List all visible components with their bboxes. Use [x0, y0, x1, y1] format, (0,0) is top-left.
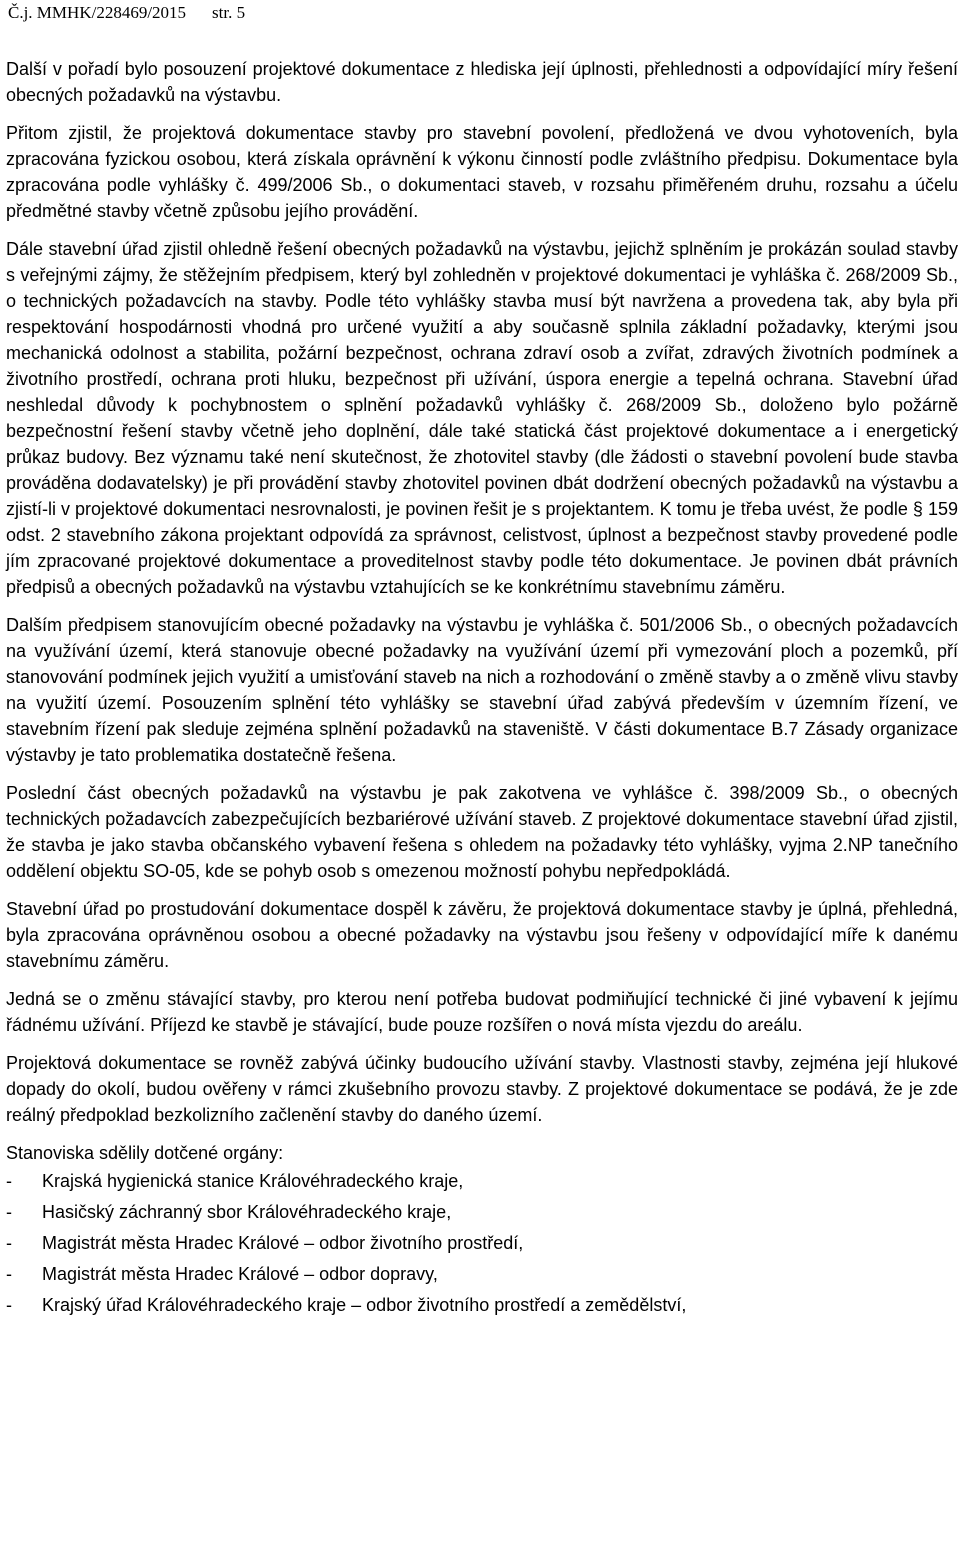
list-item: - Krajský úřad Královéhradeckého kraje – odbor životního prostředí a zemědělství,	[6, 1292, 958, 1318]
list-item: - Krajská hygienická stanice Královéhradeckého kraje,	[6, 1168, 958, 1194]
paragraph: Poslední část obecných požadavků na výstavbu je pak zakotvena ve vyhlášce č. 398/2009 Sb., o obecných technických požadavcích zabezpečujících bezbariérové užívání staveb. Z projektové dokumentace stavební úřad zjistil, že stavba je jako stavba občanského vybavení řešena s ohledem na požadavky této vyhlášky, vyjma 2.NP tanečního oddělení objektu SO-05, kde se pohyb osob s omezenou možností pohybu nepředpokládá.	[6, 783, 958, 881]
list-marker: -	[6, 1233, 12, 1253]
paragraph: Stavební úřad po prostudování dokumentace dospěl k závěru, že projektová dokumentace stavby je úplná, přehledná, byla zpracována oprávněnou osobou a obecné požadavky na výstavbu jsou řešeny v odpovídající míře k danému stavebnímu záměru.	[6, 899, 958, 971]
paragraph: Dalším předpisem stanovujícím obecné požadavky na výstavbu je vyhláška č. 501/2006 Sb., o obecných požadavcích na využívání území, která stanovuje obecné požadavky na využívání území při vymezování ploch a pozemků, pří stanovování podmínek jejich využití a umisťování staveb na nich a rozhodování o změně stavby a o změně vlivu stavby na využití území. Posouzením splnění této vyhlášky se stavební úřad zabývá především v územním řízení, ve stavebním řízení pak sleduje zejména splnění požadavků na staveniště. V části dokumentace B.7 Zásady organizace výstavby je tato problematika dostatečně řešena.	[6, 615, 958, 765]
list-item: - Hasičský záchranný sbor Královéhradeckého kraje,	[6, 1199, 958, 1225]
list-marker: -	[6, 1264, 12, 1284]
paragraph: Další v pořadí bylo posouzení projektové dokumentace z hlediska její úplnosti, přehlednosti a odpovídající míry řešení obecných požadavků na výstavbu.	[6, 59, 958, 105]
paragraph: Dále stavební úřad zjistil ohledně řešení obecných požadavků na výstavbu, jejichž splněním je prokázán soulad stavby s veřejnými zájmy, že stěžejním předpisem, který byl zohledněn v projektové dokumentaci je vyhláška č. 268/2009 Sb., o technických požadavcích na stavby. Podle této vyhlášky stavba musí být navržena a provedena tak, aby byla při respektování hospodárnosti vhodná pro určené využití a aby současně splnila základní požadavky, kterými jsou mechanická odolnost a stabilita, požární bezpečnost, ochrana zdraví osob a zvířat, zdravých životních podmínek a životního prostředí, ochrana proti hluku, bezpečnost při užívání, úspora energie a tepelná ochrana. Stavební úřad neshledal důvody k pochybnostem o splnění požadavků vyhlášky č. 268/2009 Sb., doloženo bylo požárně bezpečnostní řešení stavby včetně jeho doplnění, dále také statická část projektové dokumentace a i energetický průkaz budovy. Bez významu také není skutečnost, že zhotovitel stavby (dle žádosti o stavební povolení bude stavba prováděna dodavatelsky) je při provádění stavby zhotovitel povinen dbát dodržení obecných požadavků na výstavbu a zjistí-li v projektové dokumentaci nesrovnalosti, je povinen řešit je s projektantem. K tomu je třeba uvést, že podle § 159 odst. 2 stavebního zákona projektant odpovídá za správnost, celistvost, úplnost a bezpečnost stavby provedené podle jím zpracované projektové dokumentace a proveditelnost stavby podle této dokumentace. Je povinen dbát právních předpisů a obecných požadavků na výstavbu vztahujících se ke konkrétnímu stavebnímu záměru.	[6, 239, 958, 597]
page-number: str. 5	[212, 3, 246, 22]
list-marker: -	[6, 1171, 12, 1191]
list-item: - Magistrát města Hradec Králové – odbor životního prostředí,	[6, 1230, 958, 1256]
list-marker: -	[6, 1295, 12, 1315]
list-intro: Stanoviska sdělily dotčené orgány:	[6, 1143, 284, 1163]
paragraph: Projektová dokumentace se rovněž zabývá účinky budoucího užívání stavby. Vlastnosti stavby, zejména její hlukové dopady do okolí, budou ověřeny v rámci zkušebního provozu stavby. Z projektové dokumentace se podává, že je zde reálný předpoklad bezkolizního začlenění stavby do daného území.	[6, 1053, 958, 1125]
reference-number: Č.j. MMHK/228469/2015	[8, 3, 187, 22]
page-header	[8, 2, 245, 24]
list-marker: -	[6, 1202, 12, 1222]
organs-list	[6, 1168, 958, 1318]
list-item: - Magistrát města Hradec Králové – odbor dopravy,	[6, 1261, 958, 1287]
paragraph: Přitom zjistil, že projektová dokumentace stavby pro stavební povolení, předložená ve dvou vyhotoveních, byla zpracována fyzickou osobou, která získala oprávnění k výkonu činností podle zvláštního předpisu. Dokumentace byla zpracována podle vyhlášky č. 499/2006 Sb., o dokumentaci staveb, v rozsahu přiměřeném druhu, rozsahu a účelu předmětné stavby včetně způsobu jejího provádění.	[6, 123, 958, 221]
paragraph: Jedná se o změnu stávající stavby, pro kterou není potřeba budovat podmiňující technické či jiné vybavení k jejímu řádnému užívání. Příjezd ke stavbě je stávající, bude pouze rozšířen o nová místa vjezdu do areálu.	[6, 989, 958, 1035]
document-body	[6, 56, 958, 1323]
